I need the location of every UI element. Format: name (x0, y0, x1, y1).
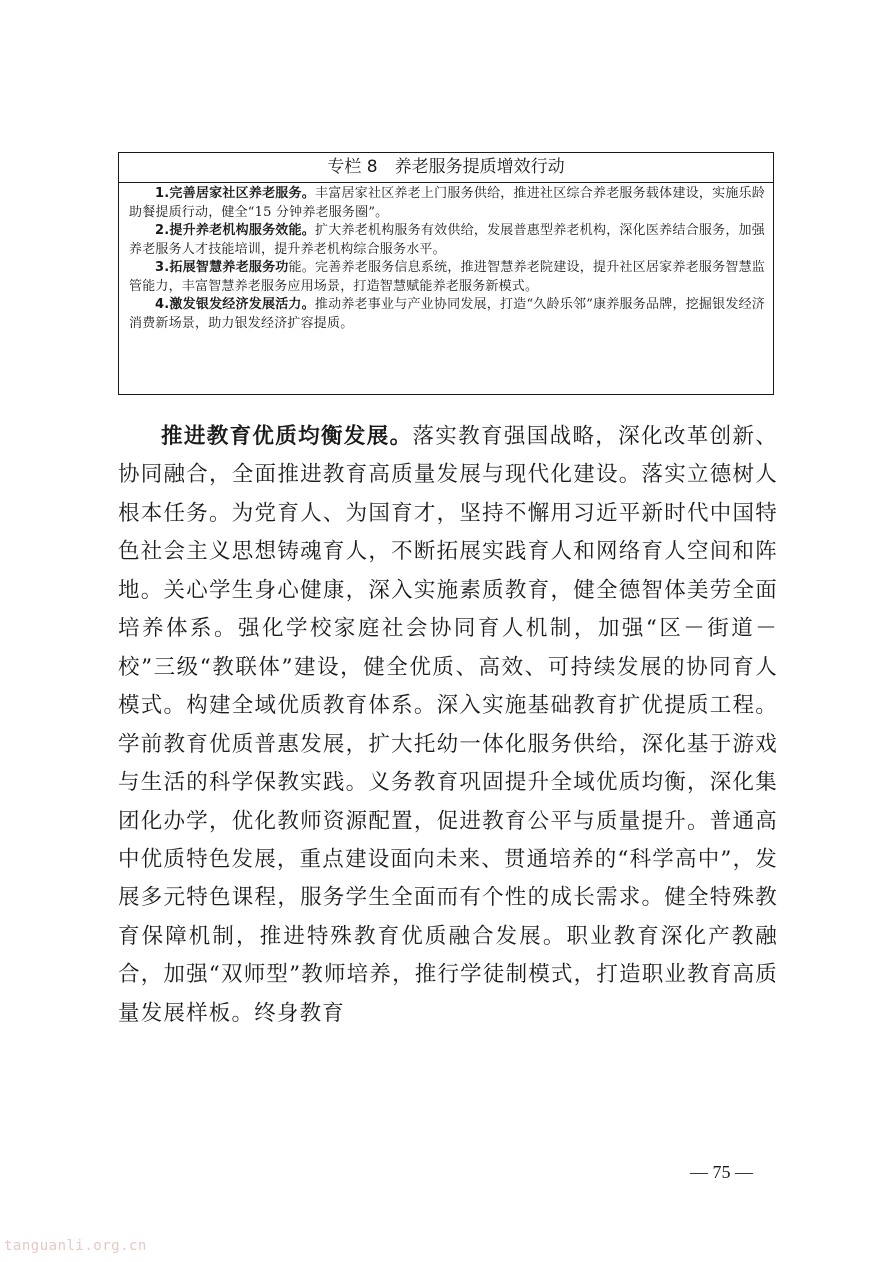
main-paragraph (118, 418, 778, 1033)
watermark-text: tanguanli.org.cn (4, 1238, 147, 1254)
page-number: — 75 — (690, 1162, 753, 1182)
box-item (129, 296, 765, 333)
box-item (129, 185, 765, 222)
box-item-lead: 4.激发银发经济发展活力。 (155, 297, 315, 312)
main-lead: 推进教育优质均衡发展。 (161, 424, 413, 449)
feature-box (118, 152, 774, 395)
box-title: 专栏 8 养老服务提质增效行动 (119, 153, 773, 183)
box-item (129, 222, 765, 259)
main-body (118, 418, 778, 1033)
box-item-lead: 2.提升养老机构服务效能。 (155, 223, 316, 238)
box-item-text: 扩大养老机构服务有效供给，发展普惠型养老机构，深化医养结合服务，加强养老服务人才技能培训，提升养老机构综合服务水平。 (129, 223, 765, 257)
box-item-lead: 3.拓展智慧养老服务功 (155, 260, 289, 275)
box-item-lead: 1.完善居家社区养老服务。 (155, 186, 316, 201)
box-item (129, 259, 765, 296)
box-item-text: 丰富居家社区养老上门服务供给，推进社区综合养老服务载体建设，实施乐龄助餐提质行动，健全“15 分钟养老服务圈”。 (129, 186, 765, 220)
box-item-text: 推动养老事业与产业协同发展，打造“久龄乐邻”康养服务品牌，挖掘银发经济消费新场景，助力银发经济扩容提质。 (129, 297, 765, 331)
box-item-text: 能。完善养老服务信息系统，推进智慧养老院建设，提升社区居家养老服务智慧监管能力，丰富智慧养老服务应用场景，打造智慧赋能养老服务新模式。 (129, 260, 765, 294)
box-body (119, 183, 773, 333)
main-text: 落实教育强国战略，深化改革创新、协同融合，全面推进教育高质量发展与现代化建设。落实立德树人根本任务。为党育人、为国育才，坚持不懈用习近平新时代中国特色社会主义思想铸魂育人，不断拓展实践育人和网络育人空间和阵地。关心学生身心健康，深入实施素质教育，健全德智体美劳全面培养体系。强化学校家庭社会协同育人机制，加强“区－街道－校”三级“教联体”建设，健全优质、高效、可持续发展的协同育人模式。构建全域优质教育体系。深入实施基础教育扩优提质工程。学前教育优质普惠发展，扩大托幼一体化服务供给，深化基于游戏与生活的科学保教实践。义务教育巩固提升全域优质均衡，深化集团化办学，优化教师资源配置，促进教育公平与质量提升。普通高中优质特色发展，重点建设面向未来、贯通培养的“科学高中”，发展多元特色课程，服务学生全面而有个性的成长需求。健全特殊教育保障机制，推进特殊教育优质融合发展。职业教育深化产教融合，加强“双师型”教师培养，推行学徒制模式，打造职业教育高质量发展样板。终身教育 (118, 424, 779, 1026)
